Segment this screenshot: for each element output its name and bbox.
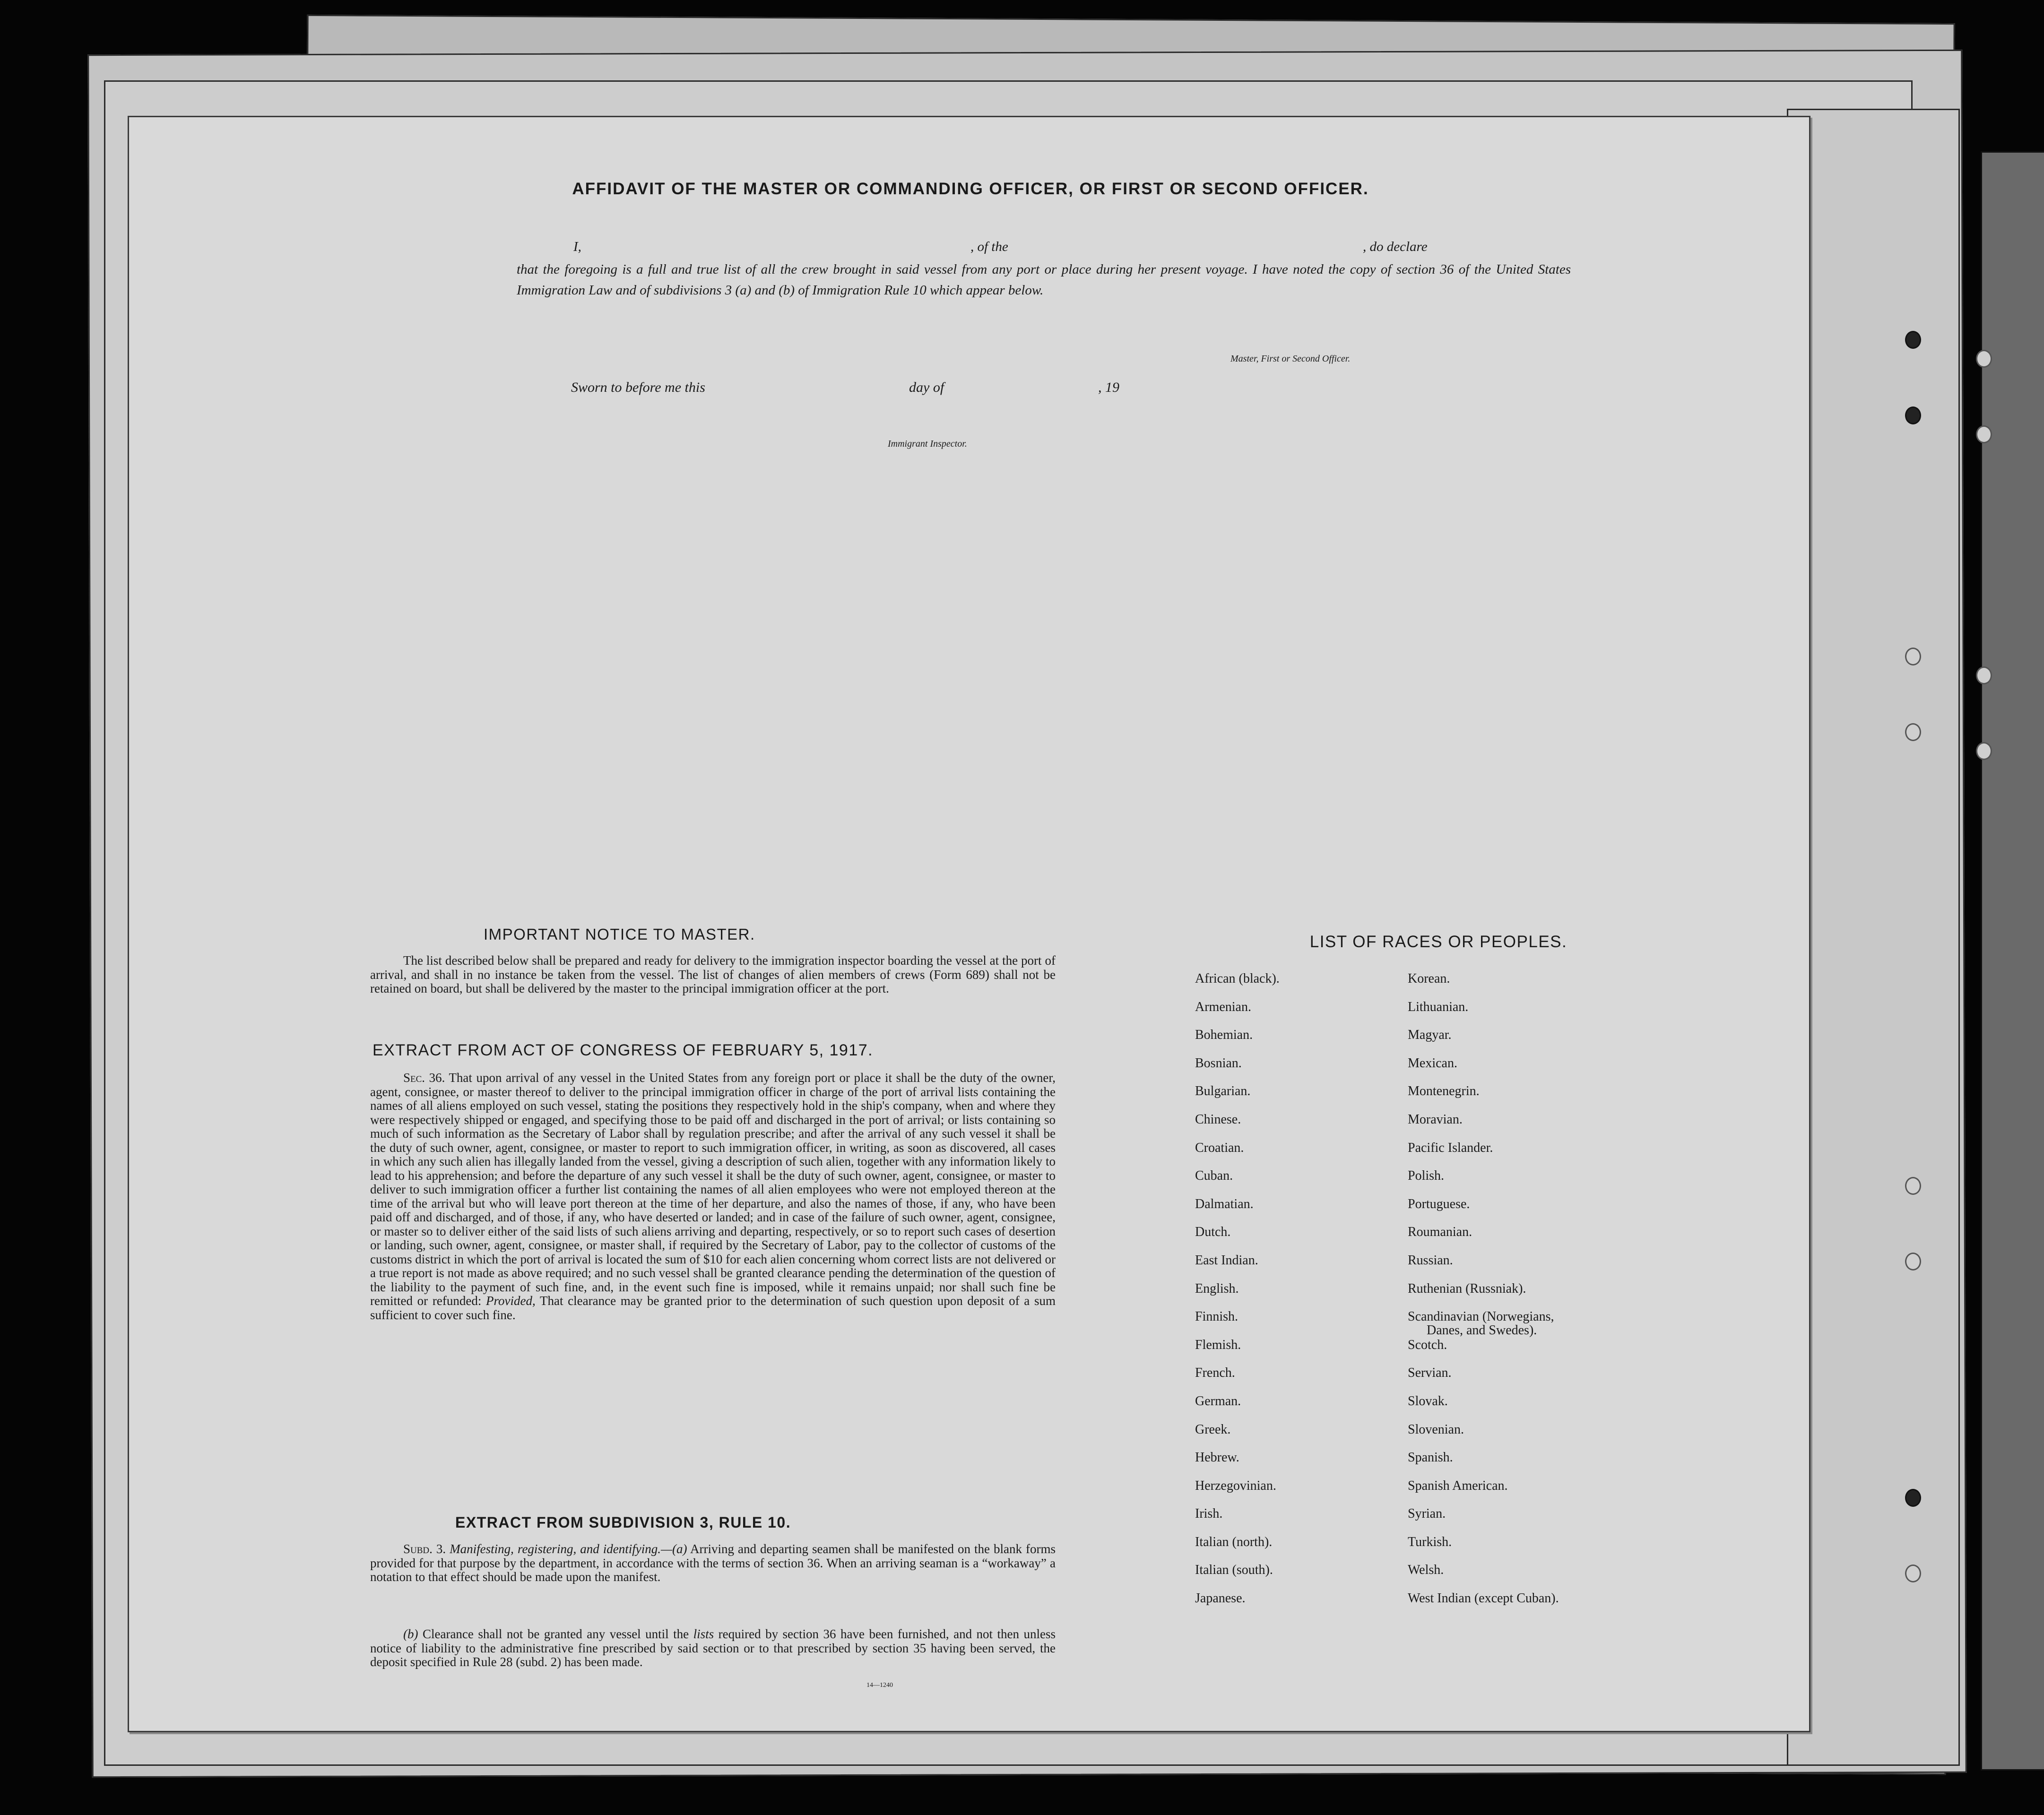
race-item: Slovenian. (1408, 1422, 1464, 1437)
race-item: Russian. (1408, 1253, 1453, 1268)
punch-hole (1905, 1489, 1921, 1507)
race-item: Finnish. (1195, 1309, 1239, 1324)
race-item: Bulgarian. (1195, 1084, 1251, 1099)
punch-hole (1976, 666, 1992, 684)
sworn-prefix: Sworn to before me this (571, 380, 705, 395)
section-36-text-end: That clearance may be granted prior to the determination of such question upon deposit of a sum sufficient to cover such fine. (370, 1294, 1056, 1322)
race-item: Bohemian. (1195, 1028, 1253, 1043)
subdivision-a (370, 1542, 1056, 1584)
race-item: Lithuanian. (1408, 999, 1469, 1014)
notice-title: IMPORTANT NOTICE TO MASTER. (484, 925, 755, 943)
race-item: French. (1195, 1366, 1235, 1381)
race-item: East Indian. (1195, 1253, 1258, 1268)
punch-hole (1905, 648, 1921, 666)
punch-hole (1905, 331, 1921, 349)
race-item: West Indian (except Cuban). (1408, 1591, 1559, 1606)
affidavit-body: that the foregoing is a full and true list of all the crew brought in said vessel from any port or place during her present voyage. I have noted the copy of section 36 of the United States Immigration Law and of subdivisions 3 (a) and (b) of Immigration Rule 10 which appear below. (517, 262, 1571, 298)
race-item: Greek. (1195, 1422, 1231, 1437)
race-item: Spanish. (1408, 1450, 1453, 1465)
subd-heading: Manifesting, registering, and identifying.—(a) (450, 1542, 687, 1556)
race-item: Syrian. (1408, 1506, 1446, 1521)
race-item: Dutch. (1195, 1225, 1231, 1240)
race-item: Flemish. (1195, 1337, 1241, 1352)
race-item: Dalmatian. (1195, 1196, 1254, 1211)
sworn-year: , 19 (1098, 380, 1119, 395)
races-left-column (1195, 972, 1431, 1620)
race-item: Moravian. (1408, 1112, 1463, 1127)
race-item (1408, 1310, 1644, 1338)
race-item: Italian (south). (1195, 1563, 1273, 1578)
section-label: Sec. 36. (403, 1071, 445, 1085)
punch-hole (1905, 1177, 1921, 1195)
race-item: Hebrew. (1195, 1450, 1239, 1465)
paper-layer-right (1787, 109, 1960, 1766)
punch-hole (1976, 742, 1992, 760)
subd-label: Subd. 3. (403, 1542, 446, 1556)
inspector-label: Immigrant Inspector. (888, 439, 967, 449)
race-item-line: Danes, and Swedes). (1427, 1323, 1537, 1338)
race-item: Spanish American. (1408, 1478, 1508, 1493)
punch-hole (1905, 1564, 1921, 1582)
extract-act-body (370, 1071, 1056, 1322)
affidavit-do-declare: , do declare (1363, 239, 1428, 254)
race-item: Polish. (1408, 1168, 1445, 1184)
race-item: Portuguese. (1408, 1196, 1470, 1211)
sworn-day: day of (909, 380, 944, 395)
race-item: Montenegrin. (1408, 1084, 1480, 1099)
race-item: Armenian. (1195, 999, 1251, 1014)
race-item: Magyar. (1408, 1028, 1452, 1043)
subdivision-b (370, 1627, 1056, 1669)
race-item-line: Scandinavian (Norwegians, (1408, 1309, 1554, 1324)
notice-body: The list described below shall be prepared and ready for delivery to the immigration inspector boarding the vessel at the port of arrival, and shall in no instance be taken from the vessel. The list of changes of alien members of crews (Form 689) shall not be retained on board, but shall be delivered by the master to the principal immigration officer at the port. (370, 953, 1056, 995)
affidavit-of-the: , of the (970, 239, 1008, 254)
document-page (128, 116, 1810, 1732)
provided-word: Provided, (486, 1294, 536, 1308)
race-item: Bosnian. (1195, 1055, 1242, 1071)
race-item: Irish. (1195, 1506, 1223, 1521)
section-36-text: That upon arrival of any vessel in the United States from any foreign port or place it shall be the duty of the owner, agent, consignee, or master thereof to deliver to the principal immigration officer in charge of the port of arrival lists containing the names of all aliens employed on such vessel, stating the positions they respectively hold in the ship's company, when and where they were respectively shipped or engaged, and specifying those to be paid off and discharged in the port of arrival; or lists containing so much of such information as the Secretary of Labor shall by regulation prescribe; and after the arrival of any such vessel it shall be the duty of such owner, agent, consignee, or master to report to such immigration officer, in writing, as soon as discovered, all cases in which any such alien has illegally landed from the vessel, giving a description of such alien, together with any information likely to lead to his apprehension; and before the departure of any such vessel it shall be the duty of such owner, agent, consignee, or master to deliver to such immigration officer a further list containing the names of all alien employees who were not employed thereon at the time of the arrival but who will leave port thereon at the time of her departure, and also the names of those, if any, who have been paid off and discharged, and of those, if any, who have deserted or landed; and in case of the failure of such owner, agent, consignee, or master so to deliver either of the said lists of such aliens arriving and departing, respectively, or so to report such cases of desertion or landing, such owner, agent, consignee, or master shall, if required by the Secretary of Labor, pay to the collector of customs of the customs district in which the port of arrival is located the sum of $10 for each alien concerning whom correct lists are not delivered or a true report is not made as above required; and no such vessel shall be granted clearance pending the determination of the question of the liability to the payment of such fine, and, in the event such fine is imposed, while it remains unpaid; nor shall such fine be remitted or refunded: (370, 1071, 1056, 1308)
subd-b-text-1: Clearance shall not be granted any vessel until the (422, 1627, 689, 1641)
race-item: Slovak. (1408, 1393, 1448, 1409)
master-signature-label: Master, First or Second Officer. (1230, 354, 1351, 364)
race-item: Welsh. (1408, 1563, 1444, 1578)
race-item: Korean. (1408, 971, 1450, 986)
race-item: Roumanian. (1408, 1225, 1472, 1240)
punch-hole (1905, 406, 1921, 424)
extract-rule-title: EXTRACT FROM SUBDIVISION 3, RULE 10. (455, 1514, 791, 1531)
race-item: Mexican. (1408, 1055, 1457, 1071)
race-item: Servian. (1408, 1366, 1452, 1381)
race-item: Scotch. (1408, 1337, 1447, 1352)
paper-edge-far-right (1981, 151, 2044, 1771)
punch-hole (1976, 425, 1992, 443)
race-item: Japanese. (1195, 1591, 1246, 1606)
races-title: LIST OF RACES OR PEOPLES. (1309, 933, 1568, 951)
affidavit-i: I, (573, 239, 581, 254)
race-item: Cuban. (1195, 1168, 1233, 1184)
subd-b-label: (b) (403, 1627, 418, 1641)
punch-hole (1905, 1253, 1921, 1270)
subd-b-lists: lists (693, 1627, 714, 1641)
punch-hole (1976, 350, 1992, 368)
race-item: Ruthenian (Russniak). (1408, 1281, 1526, 1296)
affidavit-title: AFFIDAVIT OF THE MASTER OR COMMANDING OFFICER, OR FIRST OR SECOND OFFICER. (572, 180, 1369, 198)
races-right-column (1408, 972, 1644, 1620)
race-item: African (black). (1195, 971, 1280, 986)
race-item: Croatian. (1195, 1140, 1244, 1155)
race-item: Turkish. (1408, 1534, 1452, 1549)
form-number: 14—1240 (866, 1682, 893, 1689)
race-item: Herzegovinian. (1195, 1478, 1276, 1493)
race-item: German. (1195, 1393, 1241, 1409)
subd-b-text-2: required by section 36 have been furnished, and not then unless notice of liability to the administrative fine prescribed by said section or to that prescribed by section 35 having been served, the deposit specified in Rule 28 (subd. 2) has been made. (370, 1627, 1056, 1669)
extract-act-title: EXTRACT FROM ACT OF CONGRESS OF FEBRUARY 5, 1917. (372, 1041, 874, 1059)
subd-a-body: Arriving and departing seamen shall be manifested on the blank forms provided for that purpose by the department, in accordance with the terms of section 36. When an arriving seaman is a “workaway” a notation to that effect should be made upon the manifest. (370, 1542, 1056, 1584)
race-item: Italian (north). (1195, 1534, 1273, 1549)
punch-hole (1905, 723, 1921, 741)
race-item: English. (1195, 1281, 1239, 1296)
race-item: Chinese. (1195, 1112, 1241, 1127)
race-item: Pacific Islander. (1408, 1140, 1493, 1155)
